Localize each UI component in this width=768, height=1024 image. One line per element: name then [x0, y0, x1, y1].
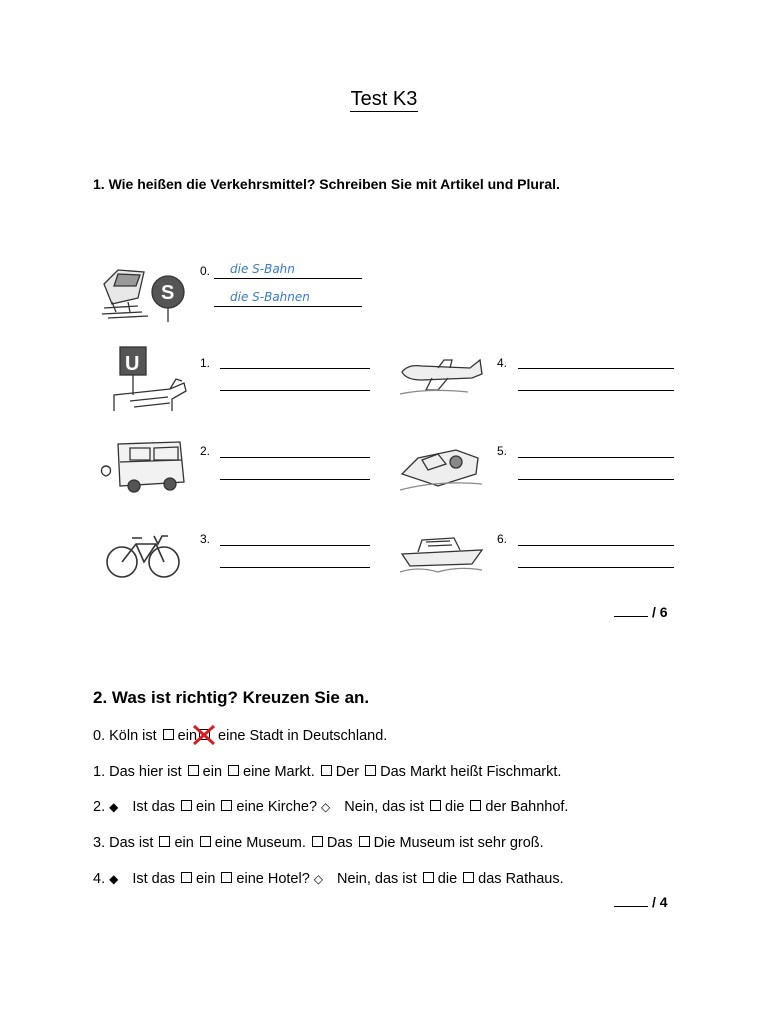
- item-2-number: 2.: [200, 444, 211, 458]
- checkbox[interactable]: [463, 872, 474, 883]
- checkbox[interactable]: [359, 836, 370, 847]
- airplane-icon: [398, 352, 484, 400]
- example-answer-plural: die S-Bahnen: [230, 290, 310, 304]
- question-row-0: 0. Köln ist ein eine Stadt in Deutschland.: [93, 728, 391, 744]
- item-1-line-singular[interactable]: [220, 368, 370, 369]
- bus-icon: [100, 438, 186, 494]
- outline-diamond-icon: ◇: [313, 872, 323, 886]
- filled-diamond-icon: ◆: [109, 800, 119, 814]
- checkbox[interactable]: [188, 765, 199, 776]
- checkbox[interactable]: [221, 872, 232, 883]
- bicycle-icon: [104, 530, 184, 582]
- item-4-line-plural[interactable]: [518, 390, 674, 391]
- example-number: 0.: [200, 264, 211, 278]
- item-6-number: 6.: [497, 532, 508, 546]
- item-1-number: 1.: [200, 356, 211, 370]
- example-line-plural: [214, 306, 362, 307]
- question-row-1: 1. Das hier ist ein eine Markt. Der Das Markt heißt Fischmarkt.: [93, 764, 562, 780]
- exercise-2-score: / 4: [614, 892, 668, 910]
- item-3-line-plural[interactable]: [220, 567, 370, 568]
- item-3-number: 3.: [200, 532, 211, 546]
- checkbox[interactable]: [365, 765, 376, 776]
- car-icon: [398, 440, 484, 496]
- example-line-singular: [214, 278, 362, 279]
- question-row-4: 4. ◆ Ist das ein eine Hotel? ◇ Nein, das ist die das Rathaus.: [93, 871, 564, 887]
- item-6-line-singular[interactable]: [518, 545, 674, 546]
- checkbox[interactable]: [221, 800, 232, 811]
- svg-text:U: U: [125, 353, 140, 375]
- subway-icon: [110, 345, 190, 415]
- ship-icon: [398, 528, 484, 576]
- item-1-line-plural[interactable]: [220, 390, 370, 391]
- question-row-3: 3. Das ist ein eine Museum. Das Die Museum ist sehr groß.: [93, 835, 544, 851]
- checkbox[interactable]: [470, 800, 481, 811]
- item-4-line-singular[interactable]: [518, 368, 674, 369]
- item-5-line-singular[interactable]: [518, 457, 674, 458]
- question-row-2: 2. ◆ Ist das ein eine Kirche? ◇ Nein, das ist die der Bahnhof.: [93, 799, 569, 815]
- exercise-2-heading: 2. Was ist richtig? Kreuzen Sie an.: [93, 688, 370, 707]
- score-blank[interactable]: [614, 892, 648, 907]
- item-2-line-plural[interactable]: [220, 479, 370, 480]
- checkbox[interactable]: [423, 872, 434, 883]
- checkbox[interactable]: [430, 800, 441, 811]
- item-5-number: 5.: [497, 444, 508, 458]
- item-2-line-singular[interactable]: [220, 457, 370, 458]
- checkbox[interactable]: [159, 836, 170, 847]
- exercise-1-heading: 1. Wie heißen die Verkehrsmittel? Schreiben Sie mit Artikel und Plural.: [93, 176, 560, 192]
- example-answer-singular: die S-Bahn: [230, 262, 295, 276]
- item-6-line-plural[interactable]: [518, 567, 674, 568]
- score-blank[interactable]: [614, 602, 648, 617]
- checkbox[interactable]: [321, 765, 332, 776]
- s-bahn-icon: [98, 262, 188, 322]
- item-3-line-singular[interactable]: [220, 545, 370, 546]
- checkbox[interactable]: [181, 872, 192, 883]
- filled-diamond-icon: ◆: [109, 872, 119, 886]
- outline-diamond-icon: ◇: [321, 800, 331, 814]
- checkbox[interactable]: [200, 836, 211, 847]
- svg-text:S: S: [161, 282, 175, 304]
- page-title: Test K3: [350, 88, 418, 110]
- item-4-number: 4.: [497, 356, 508, 370]
- crossed-checkbox[interactable]: [201, 728, 214, 744]
- red-cross-icon: [191, 723, 217, 747]
- item-5-line-plural[interactable]: [518, 479, 674, 480]
- checkbox[interactable]: [228, 765, 239, 776]
- checkbox[interactable]: [181, 800, 192, 811]
- exercise-1-score: / 6: [614, 602, 668, 620]
- checkbox[interactable]: [312, 836, 323, 847]
- checkbox[interactable]: [163, 729, 174, 740]
